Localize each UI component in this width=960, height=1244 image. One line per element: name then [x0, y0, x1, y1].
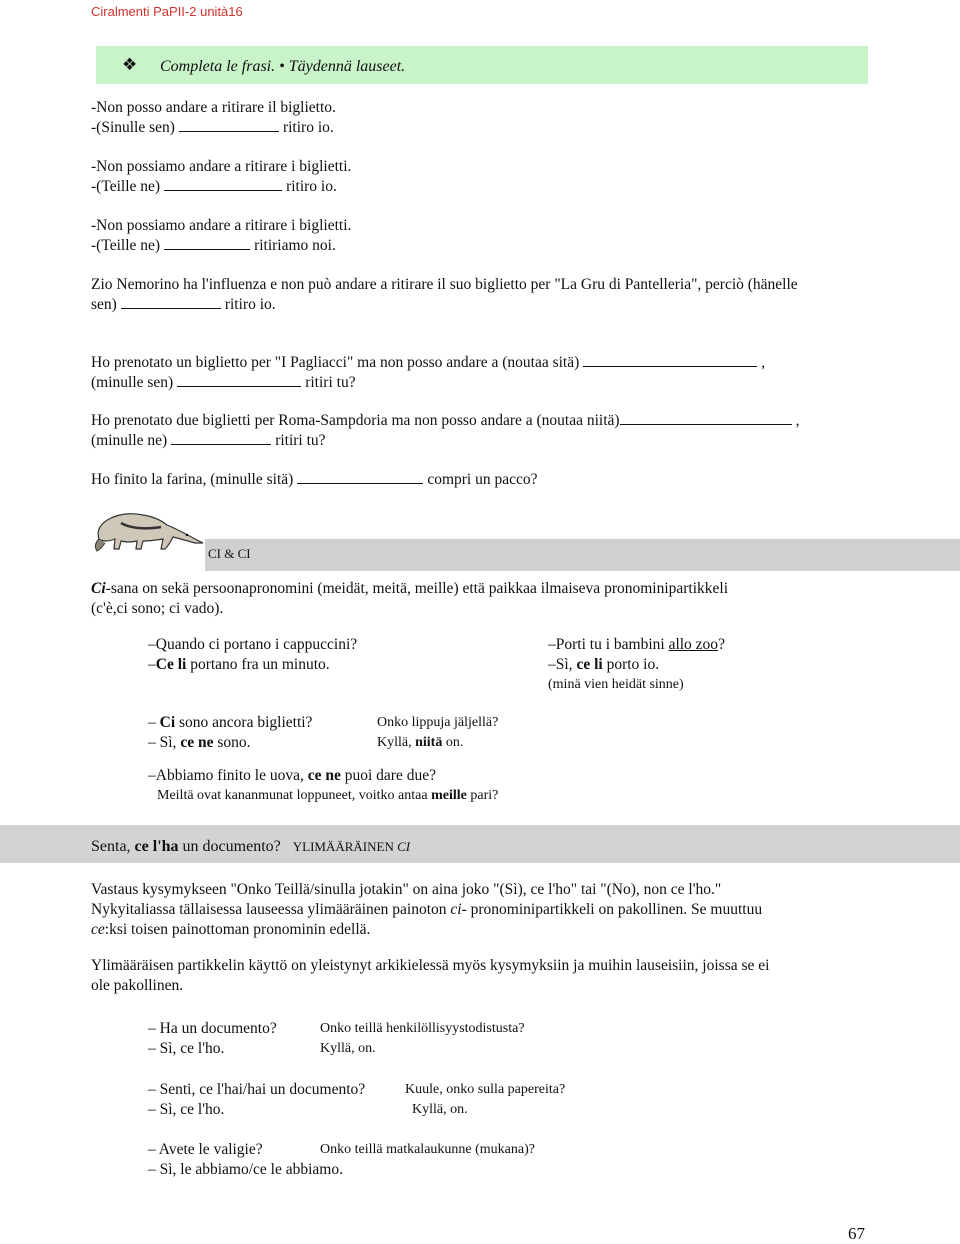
ci-example-4-question: –Abbiamo finito le uova, ce ne puoi dare due?	[148, 767, 436, 784]
item-3-prompt: -(Teille ne)	[91, 237, 161, 254]
answer-blank[interactable]	[583, 354, 757, 367]
ci-example-2-a-post: porto io.	[602, 656, 660, 673]
ci-example-2-a-pre: Sì,	[555, 656, 577, 673]
extra-example-1-fi-answer: Kyllä, on.	[320, 1041, 376, 1056]
ci-example-3-fi-answer	[377, 735, 463, 751]
fi-a-bold: niitä	[415, 735, 443, 750]
ci-example-4-fi	[157, 788, 498, 804]
ci-example-1-answer	[148, 656, 330, 674]
p1-post: pronominipartikkeli on pakollinen. Se muuttuu	[466, 901, 763, 918]
ci-example-3-fi-question: Onko lippuja jäljellä?	[377, 715, 499, 730]
ci-example-1-q-text: Quando ci portano i cappuccini?	[155, 636, 358, 653]
roma-tail: ritiri tu?	[275, 432, 326, 449]
ci-example-3-bold: Ci	[159, 714, 176, 731]
extra-paragraph-2-line2: ole pakollinen.	[91, 977, 184, 994]
answer-blank[interactable]	[121, 296, 221, 309]
answer-blank[interactable]	[620, 412, 792, 425]
ci-section-heading: CI & CI	[208, 546, 251, 561]
pagliacci-tail: ritiri tu?	[305, 374, 356, 391]
answer-blank[interactable]	[297, 471, 423, 484]
extra-example-3-answer: – Sì, le abbiamo/ce le abbiamo.	[148, 1161, 343, 1178]
extra-example-1-fi-question: Onko teillä henkilöllisyystodistusta?	[320, 1021, 525, 1036]
zio-tail: ritiro io.	[224, 296, 276, 313]
ci-example-1-a-text: portano fra un minuto.	[186, 656, 330, 673]
heading-small-ital: CI	[397, 839, 411, 854]
extra-paragraph-1-line3	[91, 921, 370, 939]
ci-example-3-q-text: sono ancora biglietti?	[175, 714, 313, 731]
heading-post: un documento?	[178, 838, 281, 855]
fi-a-post: on.	[442, 735, 464, 750]
ci-example-1-bold: Ce li	[155, 656, 187, 673]
page-number: 67	[848, 1224, 865, 1243]
zio-prompt: sen)	[91, 296, 117, 313]
ci-description-line2: (c'è,ci sono; ci vado).	[91, 600, 224, 617]
item-2-tail: ritiro io.	[286, 178, 337, 195]
p1-ital: ci-	[450, 901, 467, 918]
ci-example-3-question: – Ci sono ancora biglietti?	[148, 714, 313, 731]
heading-bold: ce l'ha	[134, 838, 179, 855]
extra-paragraph-2-line1: Ylimääräisen partikkelin käyttö on yleistynyt arkikielessä myös kysymyksiin ja muihin lauseisiin, joissa se ei	[91, 957, 770, 974]
answer-blank[interactable]	[171, 432, 271, 445]
extra-paragraph-1-line1: Vastaus kysymykseen "Onko Teillä/sinulla jotakin" on aina joko "(Sì), ce l'ho" tai "(No), non ce l'ho."	[91, 881, 722, 898]
farina-tail: compri un pacco?	[427, 471, 538, 488]
ci-word: Ci	[91, 580, 106, 597]
extra-example-1-question: – Ha un documento?	[148, 1020, 277, 1037]
exercise-roma-line1	[91, 412, 799, 430]
exercise-item-1-line1: -Non posso andare a ritirare il biglietto.	[91, 99, 336, 116]
fi-post: pari?	[466, 788, 499, 803]
exercise-item-3-line1: -Non possiamo andare a ritirare i biglietti.	[91, 217, 352, 234]
ci-example-2-underlined: allo zoo	[668, 636, 719, 653]
fi-bold: meille	[431, 788, 467, 803]
fi-a-pre: Kyllä,	[377, 735, 416, 750]
ci-example-2-q-text: Porti tu i bambini	[555, 636, 669, 653]
answer-blank[interactable]	[179, 119, 279, 132]
ci-example-4-q-post: puoi dare due?	[340, 767, 436, 784]
extra-example-3-fi-question: Onko teillä matkalaukunne (mukana)?	[320, 1142, 535, 1157]
roma-prompt: Ho prenotato due biglietti per Roma-Sampdoria ma non posso andare a (noutaa niitä)	[91, 412, 620, 429]
item-3-tail: ritiriamo noi.	[254, 237, 336, 254]
ci-section-heading-band	[205, 539, 960, 571]
ci-example-2-question: –Porti tu i bambini allo zoo?	[548, 636, 725, 653]
anteater-illustration-icon	[91, 505, 209, 555]
roma-prompt-2: (minulle ne)	[91, 432, 168, 449]
extra-paragraph-1-line2	[91, 901, 762, 919]
item-1-tail: ritiro io.	[282, 119, 334, 136]
extra-example-1-answer: – Sì, ce l'ho.	[148, 1040, 225, 1057]
answer-blank[interactable]	[164, 237, 250, 250]
exercise-item-3-line2	[91, 237, 336, 255]
farina-prompt: Ho finito la farina, (minulle sitä)	[91, 471, 294, 488]
ci-example-4-q-pre: Abbiamo finito le uova,	[155, 767, 308, 784]
ci-example-3-answer: – Sì, ce ne sono.	[148, 734, 251, 751]
heading-small-text: YLIMÄÄRÄINEN	[292, 839, 398, 854]
pagliacci-prompt: Ho prenotato un biglietto per "I Pagliacci" ma non posso andare a (noutaa sitä)	[91, 354, 580, 371]
extra-example-2-question: – Senti, ce l'hai/hai un documento?	[148, 1081, 366, 1098]
answer-blank[interactable]	[177, 374, 301, 387]
ci-example-1-question: –Quando ci portano i cappuccini?	[148, 636, 358, 653]
exercise-zio-line2	[91, 296, 276, 314]
fi-pre: Meiltä ovat kananmunat loppuneet, voitko antaa	[157, 788, 432, 803]
extra-example-2-answer: – Sì, ce l'ho.	[148, 1101, 225, 1118]
extra-ci-heading	[91, 838, 410, 856]
page-header-title: Ciralmenti PaPII-2 unità16	[91, 4, 243, 19]
ci-example-3-a-post: sono.	[213, 734, 251, 751]
exercise-item-2-line2	[91, 178, 337, 196]
pagliacci-comma: ,	[761, 354, 766, 371]
exercise-pagliacci-line1	[91, 354, 765, 372]
ci-example-2-bold: ce li	[576, 656, 603, 673]
extra-example-3-question: – Avete le valigie?	[148, 1141, 263, 1158]
diamond-bullet-icon: ❖	[122, 55, 138, 75]
item-2-prompt: -(Teille ne)	[91, 178, 161, 195]
exercise-item-1-line2	[91, 119, 334, 137]
roma-comma: ,	[795, 412, 800, 429]
exercise-pagliacci-line2	[91, 374, 356, 392]
pagliacci-prompt-2: (minulle sen)	[91, 374, 174, 391]
exercise-zio-line1: Zio Nemorino ha l'influenza e non può andare a ritirare il suo biglietto per "La Gru di Pantelleria", perciò (hänelle	[91, 276, 798, 293]
answer-blank[interactable]	[164, 178, 282, 191]
ci-example-3-a-bold: ce ne	[180, 734, 214, 751]
extra-example-2-fi-answer: Kyllä, on.	[412, 1102, 468, 1117]
heading-pre: Senta,	[91, 838, 135, 855]
exercise-instruction: Completa le frasi. • Täydennä lauseet.	[160, 58, 406, 75]
item-1-prompt: -(Sinulle sen)	[91, 119, 175, 136]
heading-small	[293, 839, 410, 854]
exercise-farina	[91, 471, 538, 489]
ci-example-2-qmark: ?	[718, 636, 725, 653]
ci-example-3-a-pre: Sì,	[159, 734, 181, 751]
p1-pre: Nykyitaliassa tällaisessa lauseessa ylimääräinen painoton	[91, 901, 451, 918]
instruction-band	[96, 46, 868, 84]
p1-ce: ce	[91, 921, 105, 938]
p1-line3-post: :ksi toisen painottoman pronominin edellä.	[104, 921, 371, 938]
exercise-roma-line2	[91, 432, 326, 450]
ci-example-2-answer: –Sì, ce li porto io.	[548, 656, 660, 673]
extra-ci-heading-band	[0, 825, 960, 863]
exercise-item-2-line1: -Non possiamo andare a ritirare i biglietti.	[91, 158, 352, 175]
ci-description-line1	[91, 580, 728, 598]
ci-example-2-note: (minä vien heidät sinne)	[548, 677, 684, 692]
ci-example-4-bold: ce ne	[307, 767, 341, 784]
dash: –	[148, 656, 156, 673]
extra-example-2-fi-question: Kuule, onko sulla papereita?	[405, 1082, 566, 1097]
ci-description-text: -sana on sekä persoonapronomini (meidät, meitä, meille) että paikkaa ilmaiseva pronominipartikkeli	[105, 580, 729, 597]
